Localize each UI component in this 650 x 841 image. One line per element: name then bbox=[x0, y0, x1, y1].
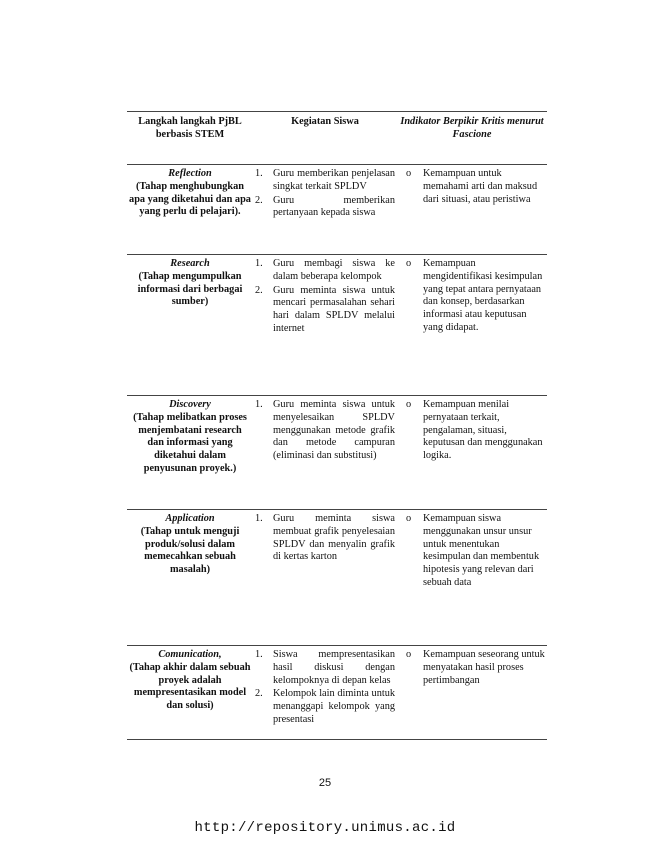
table-row bbox=[127, 165, 547, 255]
step-cell bbox=[127, 646, 253, 740]
header-step: Langkah langkah PjBL berbasis STEM bbox=[127, 112, 253, 165]
step-name: Reflection bbox=[168, 168, 212, 179]
step-description: (Tahap akhir dalam sebuah proyek adalah mempresentasikan model dan solusi) bbox=[129, 661, 251, 712]
indicator-item: o Kemampuan menilai pernyataan terkait, pengalaman, situasi, keputusan dan menggunakan logika. bbox=[423, 399, 545, 463]
pjbl-stem-table bbox=[127, 111, 547, 740]
activity-cell bbox=[253, 396, 397, 510]
header-indicator: Indikator Berpikir Kritis menurut Fascione bbox=[397, 112, 547, 165]
table-header-row bbox=[127, 112, 547, 165]
header-activity: Kegiatan Siswa bbox=[253, 112, 397, 165]
step-cell bbox=[127, 165, 253, 255]
indicator-item: o Kemampuan siswa menggunakan unsur unsur untuk menentukan kesimpulan dan membentuk hipotesis yang relevan dari sebuah data bbox=[423, 513, 545, 590]
activity-item: Guru memberikan pertanyaan kepada siswa bbox=[273, 194, 395, 219]
step-cell bbox=[127, 396, 253, 510]
indicator-item: o Kemampuan untuk memahami arti dan maksud dari situasi, atau peristiwa bbox=[423, 168, 545, 206]
table-row bbox=[127, 510, 547, 646]
indicator-item: o Kemampuan seseorang untuk menyatakan hasil proses pertimbangan bbox=[423, 649, 545, 687]
indicator-item: o Kemampuan mengidentifikasi kesimpulan yang tepat antara pernyataan dan konsep, berdasarkan informasi atau keputusan yang didapat. bbox=[423, 258, 545, 335]
activity-cell bbox=[253, 510, 397, 646]
activity-item: Guru meminta siswa untuk menyelesaikan SPLDV menggunakan metode grafik dan metode campuran (eliminasi dan substitusi) bbox=[273, 399, 395, 462]
indicator-cell bbox=[397, 646, 547, 740]
indicator-cell bbox=[397, 255, 547, 396]
activity-item: Siswa mempresentasikan hasil diskusi dengan kelompoknya di depan kelas bbox=[273, 649, 395, 686]
indicator-cell bbox=[397, 165, 547, 255]
activity-item: Guru memberikan penjelasan singkat terkait SPLDV bbox=[273, 168, 395, 192]
activity-item: Guru meminta siswa membuat grafik penyelesaian SPLDV dan menyalin grafik di kertas karton bbox=[273, 513, 395, 563]
table-row bbox=[127, 255, 547, 396]
activity-item: Guru membagi siswa ke dalam beberapa kelompok bbox=[273, 258, 395, 282]
footer-url: http://repository.unimus.ac.id bbox=[194, 820, 456, 836]
step-description: (Tahap untuk menguji produk/solusi dalam memecahkan sebuah masalah) bbox=[140, 525, 240, 576]
activity-item: Guru meminta siswa untuk mencari permasalahan sehari hari dalam SPLDV melalui internet bbox=[273, 284, 395, 334]
indicator-cell bbox=[397, 510, 547, 646]
activity-cell bbox=[253, 646, 397, 740]
step-name: Research bbox=[170, 258, 210, 269]
step-name: Discovery bbox=[169, 399, 211, 410]
step-description: (Tahap menghubungkan apa yang diketahui dan apa yang perlu di pelajari). bbox=[129, 180, 251, 218]
table-row bbox=[127, 646, 547, 740]
table-row bbox=[127, 396, 547, 510]
step-name: Application bbox=[165, 513, 215, 524]
page-number: 25 bbox=[318, 777, 332, 789]
activity-cell bbox=[253, 165, 397, 255]
step-description: (Tahap mengumpulkan informasi dari berbagai sumber) bbox=[137, 270, 243, 308]
indicator-cell bbox=[397, 396, 547, 510]
activity-cell bbox=[253, 255, 397, 396]
activity-item: Kelompok lain diminta untuk menanggapi kelompok yang presentasi bbox=[273, 688, 395, 725]
step-cell bbox=[127, 510, 253, 646]
step-description: (Tahap melibatkan proses menjembatani research dan informasi yang diketahui dalam penyusunan proyek.) bbox=[133, 411, 247, 474]
step-cell bbox=[127, 255, 253, 396]
step-name: Comunication, bbox=[158, 649, 222, 660]
